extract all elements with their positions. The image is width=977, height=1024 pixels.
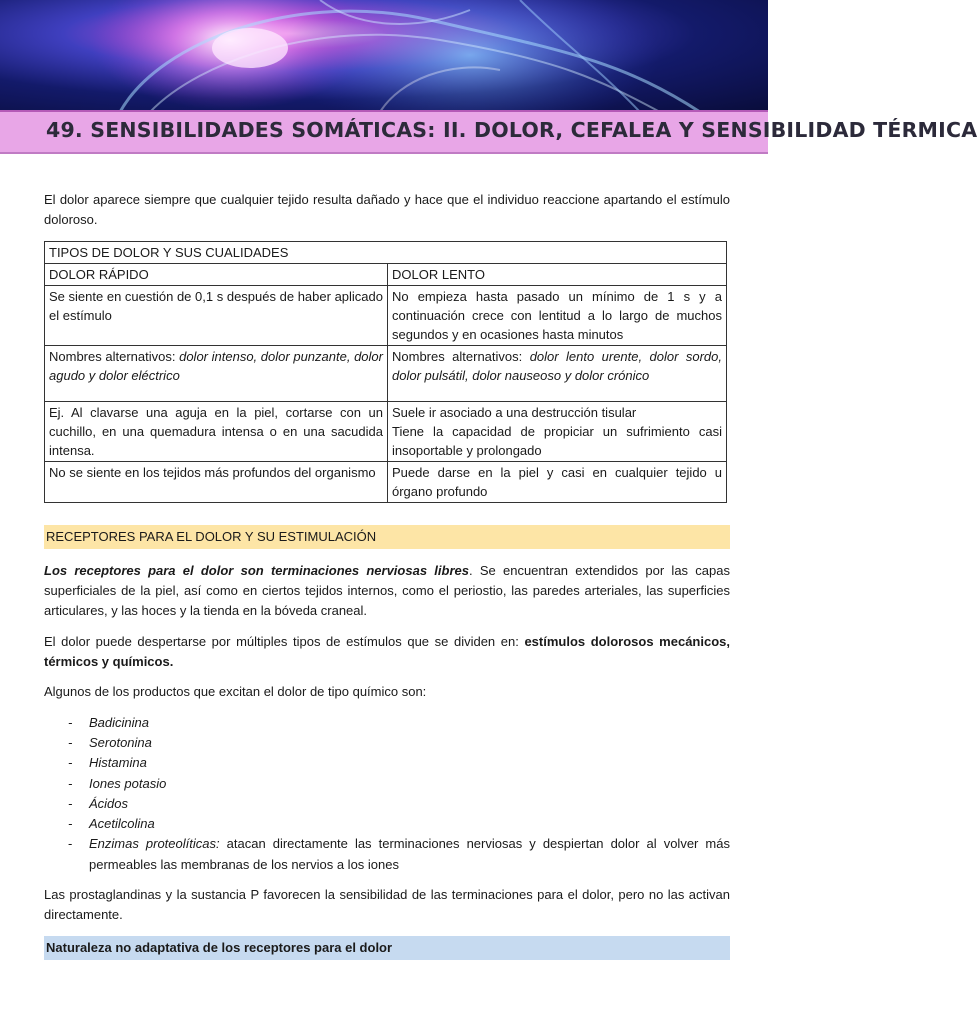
brain-illustration-icon (0, 0, 768, 112)
pain-types-table (44, 241, 727, 503)
column-header-slow: DOLOR LENTO (388, 263, 727, 285)
alt-names-value: dolor intenso, dolor punzante, dolor agudo y dolor eléctrico (49, 348, 383, 383)
table-cell-fast: Se siente en cuestión de 0,1 s después de haber aplicado el estímulo (45, 285, 388, 345)
receptors-paragraph (44, 561, 730, 622)
section-heading-receptors: RECEPTORES PARA EL DOLOR Y SU ESTIMULACIÓN (44, 525, 730, 549)
chemical-intro: Algunos de los productos que excitan el dolor de tipo químico son: (44, 684, 427, 700)
chemical-list (44, 713, 730, 875)
alt-names-label: Nombres alternativos: (392, 348, 530, 364)
stimuli-emphasis: estímulos dolorosos mecánicos, térmicos y químicos. (44, 633, 730, 670)
enzymes-text: atacan directamente las terminaciones nerviosas y despiertan dolor al volver más permeables las membranas de los nervios a los iones (89, 836, 730, 872)
list-item: - Iones potasio (44, 774, 730, 794)
table-cell-slow (388, 345, 727, 401)
main-content (44, 190, 730, 960)
table-cell-slow (388, 401, 727, 461)
list-item (44, 834, 730, 875)
table-row (45, 461, 727, 502)
table-title: TIPOS DE DOLOR Y SUS CUALIDADES (45, 241, 727, 263)
stimuli-paragraph (44, 632, 730, 673)
list-item: - Ácidos (44, 794, 730, 814)
stimuli-text: El dolor puede despertarse por múltiples tipos de estímulos que se dividen en: (44, 633, 525, 649)
list-item: - Histamina (44, 753, 730, 773)
title-bar (0, 110, 977, 154)
column-header-fast: DOLOR RÁPIDO (45, 263, 388, 285)
table-row (45, 285, 727, 345)
enzymes-label: Enzimas proteolíticas: (89, 836, 220, 852)
list-item: - Badicinina (44, 713, 730, 733)
slow-note-2: Tiene la capacidad de propiciar un sufrimiento casi insoportable y prolongado (392, 423, 722, 458)
alt-names-value: dolor lento urente, dolor sordo, dolor pulsátil, dolor nauseoso y dolor crónico (392, 348, 722, 383)
table-cell-slow: Puede darse en la piel y casi en cualquier tejido u órgano profundo (388, 461, 727, 502)
receptors-emphasis: Los receptores para el dolor son terminaciones nerviosas libres (44, 562, 469, 578)
list-item: - Acetilcolina (44, 814, 730, 834)
table-cell-fast: No se siente en los tejidos más profundos del organismo (45, 461, 388, 502)
intro-paragraph: El dolor aparece siempre que cualquier tejido resulta dañado y hace que el individuo reaccione apartando el estímulo doloroso. (44, 192, 730, 228)
slow-note-1: Suele ir asociado a una destrucción tisular (392, 404, 637, 420)
table-cell-slow: No empieza hasta pasado un mínimo de 1 s y a continuación crece con lentitud a lo largo de muchos segundos y en ocasiones hasta minutos (388, 285, 727, 345)
table-header-row (45, 263, 727, 285)
table-title-row (45, 241, 727, 263)
header-banner-image (0, 0, 768, 112)
page-title: 49. SENSIBILIDADES SOMÁTICAS: II. DOLOR, CEFALEA Y SENSIBILIDAD TÉRMICA (46, 118, 977, 142)
section-heading-non-adaptive: Naturaleza no adaptativa de los receptores para el dolor (44, 936, 730, 960)
table-cell-fast: Ej. Al clavarse una aguja en la piel, cortarse con un cuchillo, en una quemadura intensa o en una sacudida intensa. (45, 401, 388, 461)
prostaglandins-paragraph: Las prostaglandinas y la sustancia P favorecen la sensibilidad de las terminaciones para el dolor, pero no las activan directamente. (44, 887, 730, 923)
table-cell-fast (45, 345, 388, 401)
list-item: - Serotonina (44, 733, 730, 753)
receptors-text: . Se encuentran extendidos por las capas superficiales de la piel, así como en ciertos tejidos internos, como el periostio, las paredes arteriales, las superficies articulares, y las hoces y la tienda en la bóveda craneal. (44, 562, 730, 619)
table-row (45, 345, 727, 401)
table-row (45, 401, 727, 461)
alt-names-label: Nombres alternativos: (49, 348, 180, 364)
